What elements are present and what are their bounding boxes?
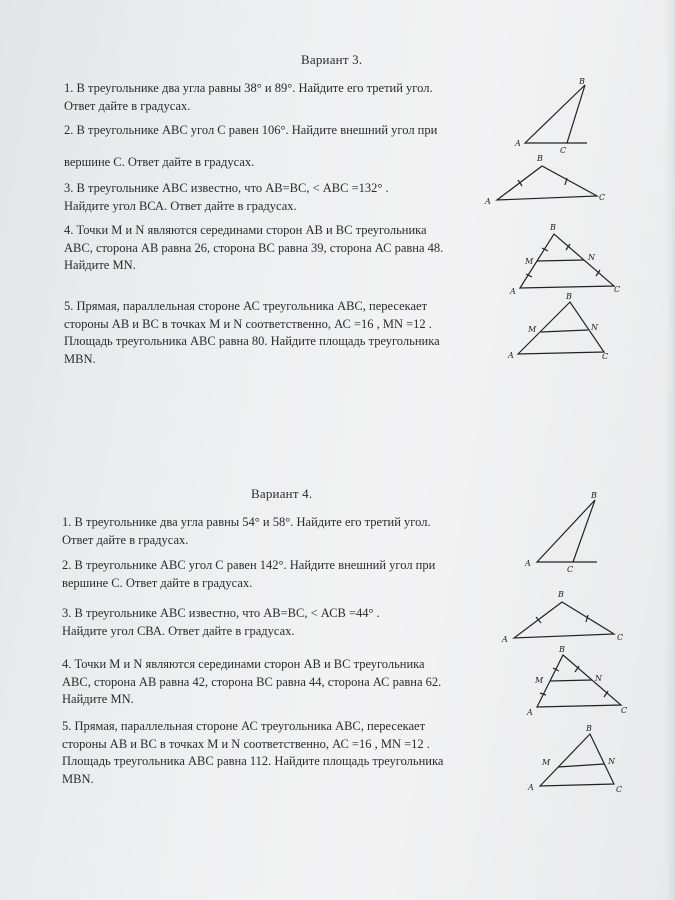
parallel-mn (558, 764, 604, 767)
label-a: A (528, 783, 534, 792)
v4-problem-4: 4. Точки М и N являются серединами сторон АВ и ВС треугольника АВС, сторона АВ равна 42, сторона ВС равна 44, сторона АС равна 62. Найдите MN. (62, 657, 442, 706)
label-b: B (591, 491, 597, 500)
label-a: A (525, 559, 531, 568)
v4-figure-1-triangle (525, 490, 605, 575)
label-a: A (515, 139, 521, 148)
triangle-shape (537, 655, 621, 707)
label-a: A (502, 635, 508, 644)
label-c: C (560, 146, 567, 155)
v3-figure-2-isosceles (485, 152, 610, 212)
v3-problem-3: 3. В треугольнике АВС известно, что АВ=ВС, < АВС =132° . Найдите угол ВСА. Ответ дайте в градусах. (64, 181, 389, 213)
label-b: B (586, 724, 592, 733)
label-c: C (621, 706, 628, 715)
label-m: M (542, 758, 551, 767)
label-c: C (599, 193, 606, 202)
label-a: A (527, 708, 533, 717)
label-a: A (510, 287, 516, 296)
page-edge-shadow (665, 0, 675, 900)
triangle-shape (497, 166, 597, 200)
v4-figure-2-isosceles (500, 588, 628, 648)
label-b: B (558, 590, 564, 599)
v4-figure-4-parallel (528, 722, 633, 794)
label-m: M (528, 325, 537, 334)
triangle-shape (514, 602, 614, 638)
v3-problem-1: 1. В треугольнике два угла равны 38° и 89°. Найдите его третий угол. Ответ дайте в градусах. (64, 81, 433, 113)
triangle-shape (520, 234, 614, 288)
label-n: N (588, 253, 595, 262)
triangle-shape (540, 734, 614, 786)
label-c: C (614, 285, 621, 294)
v3-problem-5: 5. Прямая, параллельная стороне АС треугольника АВС, пересекает стороны АВ и ВС в точках М и N соответственно, АС =16 , MN =12 . Площадь треугольника АВС равна 80. Найдите площадь треугольника MBN. (64, 299, 440, 366)
label-m: M (525, 257, 534, 266)
v3-problem-2: 2. В треугольнике АВС угол С равен 106°. Найдите внешний угол при вершине С. Ответ дайте в градусах. (64, 123, 438, 169)
v3-figure-1-triangle (515, 75, 595, 155)
label-c: C (616, 785, 623, 794)
v4-problem-3: 3. В треугольнике АВС известно, что АВ=ВС, < АСВ =44° . Найдите угол СВА. Ответ дайте в градусах. (62, 606, 380, 638)
label-c: C (602, 352, 609, 361)
label-a: A (485, 197, 491, 206)
parallel-mn (541, 330, 588, 332)
label-m: M (535, 676, 544, 685)
v4-figure-3-midline (525, 645, 630, 717)
midline-mn (537, 260, 584, 261)
triangle-shape (537, 500, 595, 562)
variant-4-title: Вариант 4. (251, 486, 313, 501)
label-b: B (559, 645, 565, 654)
v3-figure-3-midline (508, 222, 623, 297)
v4-problem-2: 2. В треугольнике АВС угол С равен 142°. Найдите внешний угол при вершине С. Ответ дайте в градусах. (62, 558, 436, 590)
label-b: B (566, 292, 572, 301)
label-b: B (550, 223, 556, 232)
label-b: B (579, 77, 585, 86)
midline-mn (550, 680, 592, 681)
v3-figure-4-parallel (508, 292, 618, 362)
variant-3-title: Вариант 3. (301, 52, 363, 67)
label-c: C (567, 565, 574, 574)
label-n: N (595, 674, 602, 683)
label-c: C (617, 633, 624, 642)
triangle-shape (525, 85, 585, 143)
label-a: A (508, 351, 514, 360)
label-b: B (537, 154, 543, 163)
v4-problem-5: 5. Прямая, параллельная стороне АС треугольника АВС, пересекает стороны АВ и ВС в точках М и N соответственно, АС =16 , MN =12 . Площадь треугольника АВС равна 112. Найдите площадь треугольника MBN. (62, 719, 444, 786)
label-n: N (608, 757, 615, 766)
v4-problem-1: 1. В треугольнике два угла равны 54° и 58°. Найдите его третий угол. Ответ дайте в градусах. (62, 515, 431, 547)
v3-problem-4: 4. Точки М и N являются серединами сторон АВ и ВС треугольника АВС, сторона АВ равна 26, сторона ВС равна 39, сторона АС равна 48. Найдите MN. (64, 223, 444, 272)
label-n: N (591, 323, 598, 332)
